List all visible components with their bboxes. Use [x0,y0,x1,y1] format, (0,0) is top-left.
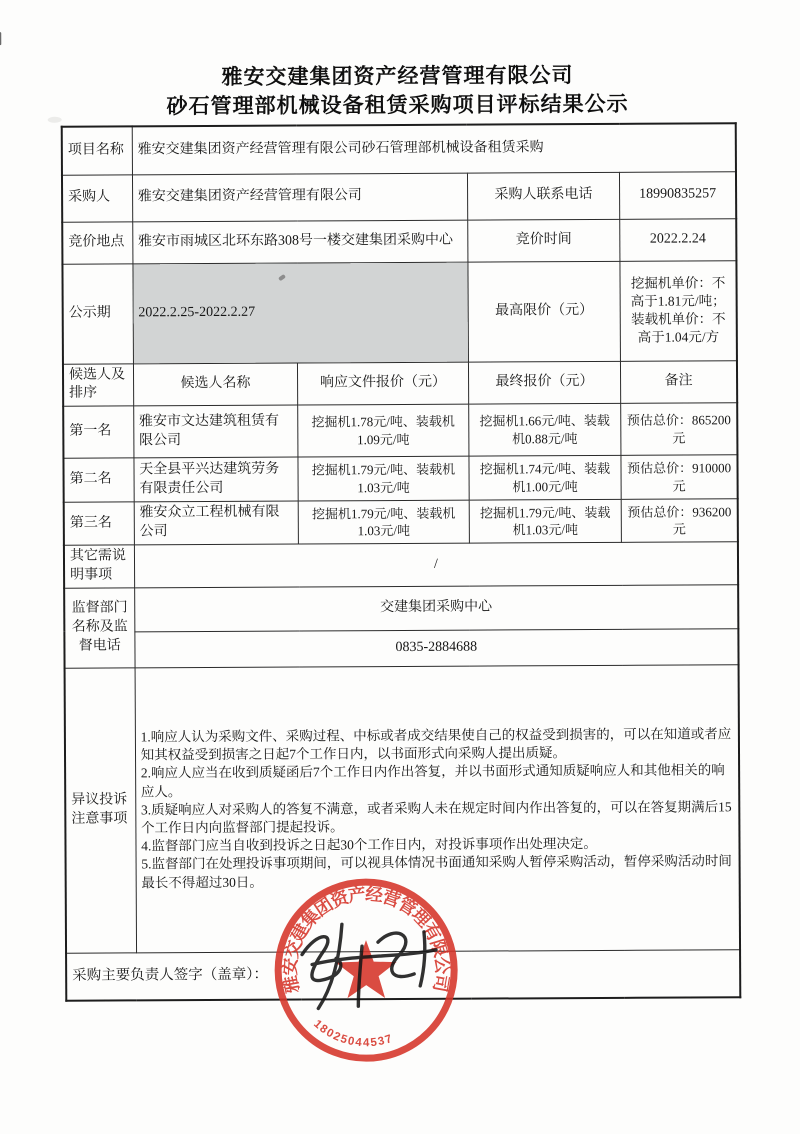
candidate-3-response-price: 挖掘机1.79元/吨、装载机1.03元/吨 [298,500,469,544]
header-remark: 备注 [621,360,738,403]
max-price-value: 挖掘机单价：不高于1.81元/吨；装载机单价：不高于1.04元/方 [620,260,737,361]
objection-item-4: 4.监督部门应当自收到投诉之日起30个工作日内，对投诉事项作出处理决定。 [141,836,597,854]
candidate-2-remark: 预估总价：910000元 [621,455,738,500]
candidate-2-rank: 第二名 [63,458,133,502]
objection-item-1: 1.响应人认为采购文件、采购过程、中标或者成交结果使自己的权益受到损害的，可以在知道或者应知其权益受到损害之日起7个工作日内，以书面形式向采购人提出质疑。 [140,726,732,763]
bidding-time-value: 2022.2.24 [620,218,737,261]
max-price-label: 最高限价（元） [468,261,621,362]
other-notes-label: 其它需说明事项 [64,545,134,588]
bidding-location-value: 雅安市雨城区北环东路308号一楼交建集团采购中心 [132,220,467,264]
objection-label: 异议投诉注意事项 [65,668,137,953]
candidate-1-rank: 第一名 [63,406,133,458]
header-rank: 候选人及排序 [63,363,133,406]
bidding-time-label: 竞价时间 [467,219,620,262]
candidate-3-rank: 第三名 [64,502,134,545]
purchaser-phone-label: 采购人联系电话 [467,172,620,220]
candidate-1-response-price: 挖掘机1.78元/吨、装载机1.09元/吨 [298,404,469,457]
table-row [64,499,738,545]
project-name-label: 项目名称 [62,126,132,174]
title-line-2: 砂石管理部机械设备租赁采购项目评标结果公示 [166,92,629,119]
purchaser-value: 雅安交建集团资产经营管理有限公司 [132,173,467,222]
supervision-label: 监督部门名称及监督电话 [64,588,135,668]
objection-item-5: 5.监督部门在处理投诉事项期间，可以视具体情况书面通知采购人暂停采购活动，暂停采购活动时间最长不得超过30日。 [141,853,732,890]
supervision-phone: 0835-2884688 [135,629,739,668]
candidate-1-final-price: 挖掘机1.66元/吨、装载机0.88元/吨 [468,404,621,457]
document-title [0,60,798,122]
seal-company-text: 雅安交建集团资产经营管理有限公司 [279,883,453,995]
row-publicity [62,260,737,364]
row-candidates-header [63,360,737,406]
project-name-value: 雅安交建集团资产经营管理有限公司砂石管理部机械设备租赁采购 [132,123,736,174]
handwritten-signature [284,912,455,1023]
header-name: 候选人名称 [133,363,298,407]
header-final-price: 最终报价（元） [468,361,621,405]
table-row [63,455,737,503]
candidate-2-name: 天全县平兴达建筑劳务有限责任公司 [134,457,299,502]
seal-code-text: 18025044537 [311,1018,395,1050]
result-table [61,122,742,1002]
publicity-period-label: 公示期 [62,263,133,363]
candidate-2-response-price: 挖掘机1.79元/吨、装载机1.03元/吨 [298,456,469,501]
row-supervision-dept [64,585,738,633]
bidding-location-label: 竞价地点 [62,221,132,263]
candidate-1-name: 雅安市文达建筑租赁有限公司 [133,405,298,458]
purchaser-label: 采购人 [62,174,132,221]
purchaser-phone-value: 18990835257 [620,171,737,219]
title-line-1: 雅安交建集团资产经营管理有限公司 [221,64,574,89]
supervision-department: 交建集团采购中心 [134,585,738,632]
publicity-period-value [133,262,469,364]
candidate-3-name: 雅安众立工程机械有限公司 [134,501,299,545]
publicity-period-text: 2022.2.25-2022.2.27 [138,304,256,320]
signature-label: 采购主要负责人签字（盖章）： [66,950,740,1002]
scan-mark [278,273,286,280]
candidate-2-final-price: 挖掘机1.74元/吨、装载机1.00元/吨 [469,456,622,501]
scan-edge-artifact [0,32,1,45]
objection-item-3: 3.质疑响应人对采购人的答复不满意，或者采购人未在规定时间内作出答复的，可以在答复期满后15个工作日内向监督部门提起投诉。 [140,799,732,836]
row-purchaser [62,171,736,222]
candidate-1-remark: 预估总价：865200元 [621,403,738,456]
other-notes-value: / [134,542,738,588]
objection-item-2: 2.响应人应当在收到质疑函后7个工作日内作出答复，并以书面形式通知质疑响应人和其他相关的响应人。 [140,762,725,799]
row-other-notes [64,542,738,588]
header-response-price: 响应文件报价（元） [298,362,469,406]
row-bidding [62,218,736,264]
table-row [63,403,737,459]
candidate-3-final-price: 挖掘机1.79元/吨、装载机1.03元/吨 [469,500,622,544]
candidate-3-remark: 预估总价：936200元 [621,499,738,542]
row-supervision-phone [64,629,738,669]
row-project-name [62,123,736,175]
